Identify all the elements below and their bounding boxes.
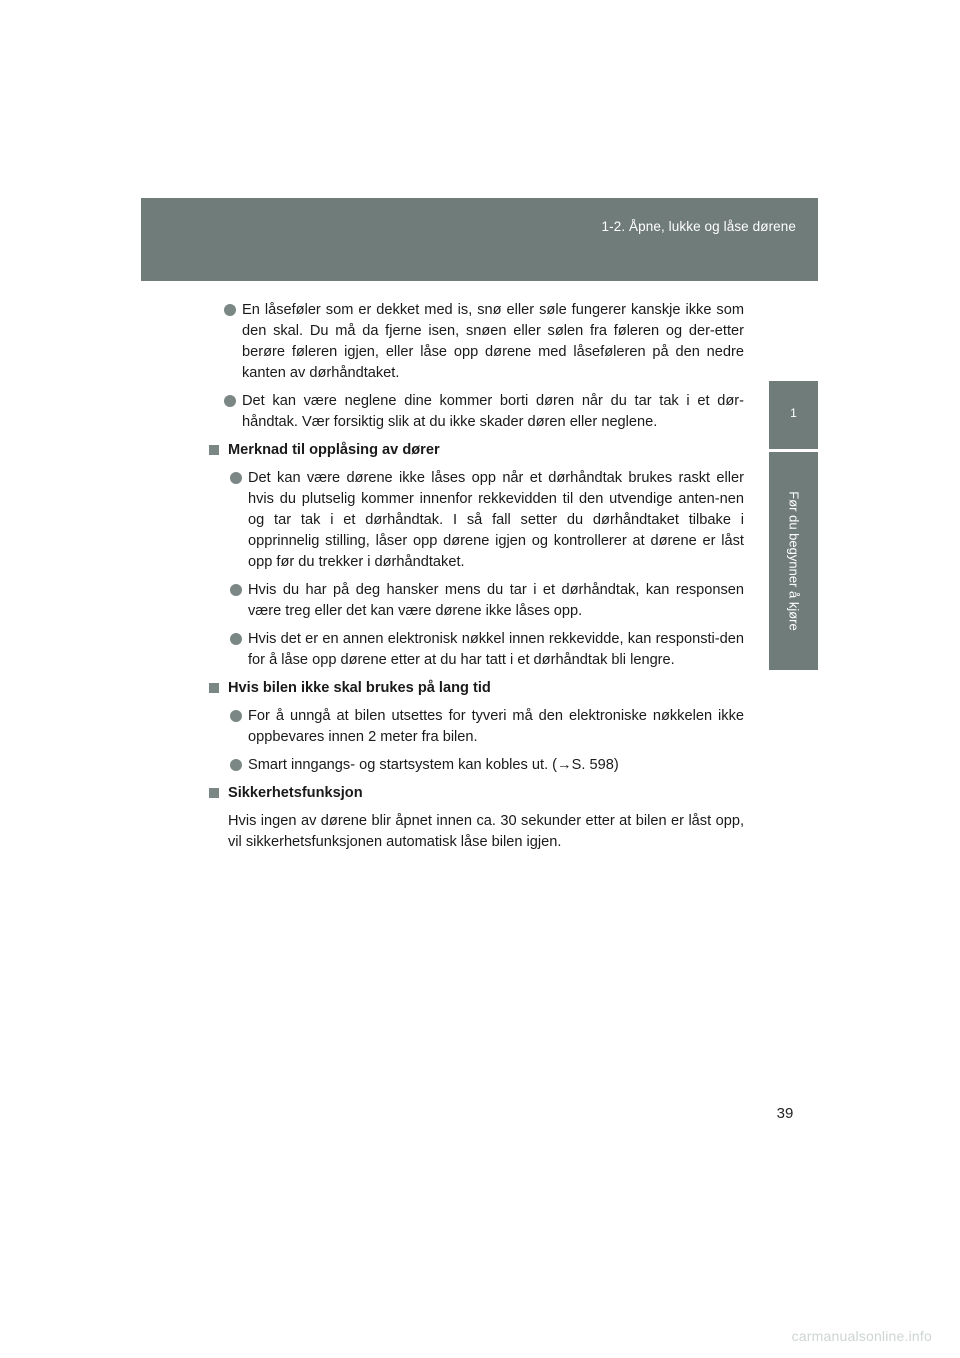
section-title: Sikkerhetsfunksjon — [228, 785, 363, 801]
list-item — [228, 629, 744, 671]
chapter-number: 1 — [790, 406, 797, 420]
section-title: Merknad til opplåsing av dører — [228, 442, 440, 458]
bullet-dot-icon — [230, 472, 242, 484]
list-item — [228, 706, 744, 748]
bullet-text: Hvis det er en annen elektronisk nøkkel innen rekkevidde, kan responsti-den for å låse opp dørene etter at du har tatt i et dørhåndtak bli lengre. — [248, 631, 744, 668]
list-item — [228, 580, 744, 622]
bullet-text: Smart inngangs- og startsystem kan kobles ut. (→S. 598) — [248, 757, 619, 773]
section-heading — [209, 783, 744, 804]
section-list — [222, 706, 744, 776]
bullet-dot-icon — [230, 633, 242, 645]
section-title: Hvis bilen ikke skal brukes på lang tid — [228, 680, 491, 696]
bullet-dot-icon — [224, 395, 236, 407]
bullet-text: Det kan være dørene ikke låses opp når et dørhåndtak brukes raskt eller hvis du plutselig kommer innenfor rekkevidden til den utvendige anten-nen og tar tak i et dørhåndtak. I så fall setter du dørhåndtaket tilbake i opprinnelig stilling, låser opp dørene igjen og kontrollerer at dørene er låst opp før du trekker i dørhåndtaket. — [248, 470, 744, 570]
list-item — [222, 391, 744, 433]
bullet-dot-icon — [230, 710, 242, 722]
section-paragraph: Hvis ingen av dørene blir åpnet innen ca. 30 sekunder etter at bilen er låst opp, vil sikkerhetsfunksjonen automatisk låse bilen igjen. — [228, 813, 744, 850]
list-item — [222, 300, 744, 384]
list-item — [228, 468, 744, 573]
chapter-tab — [769, 452, 818, 670]
bullet-dot-icon — [224, 304, 236, 316]
bullet-text: Det kan være neglene dine kommer borti døren når du tar tak i et dør-håndtak. Vær forsiktig slik at du ikke skader døren eller neglene. — [242, 393, 744, 430]
bullet-text: Hvis du har på deg hansker mens du tar i et dørhåndtak, kan responsen være treg eller det kan være dørene ikke låses opp. — [248, 582, 744, 619]
section-square-icon — [209, 683, 219, 693]
section-square-icon — [209, 445, 219, 455]
section-list — [222, 468, 744, 671]
section-heading — [209, 440, 744, 461]
bullet-text: En låseføler som er dekket med is, snø eller søle fungerer kanskje ikke som den skal. Du må da fjerne isen, snøen eller sølen fra føleren og der-etter berøre føleren igjen, eller låse opp dørene med låseføleren på den nedre kanten av dørhåndtaket. — [242, 302, 744, 381]
chapter-header-band — [141, 198, 818, 281]
chapter-tab-number — [769, 381, 818, 449]
chapter-tab-label: Før du begynner å kjøre — [786, 491, 801, 631]
bullet-dot-icon — [230, 759, 242, 771]
section-heading — [209, 678, 744, 699]
page-content — [222, 300, 744, 860]
list-item — [228, 755, 744, 776]
chapter-header-title: 1-2. Åpne, lukke og låse dørene — [601, 219, 796, 234]
watermark: carmanualsonline.info — [791, 1328, 932, 1344]
bullet-dot-icon — [230, 584, 242, 596]
bullet-text: For å unngå at bilen utsettes for tyveri må den elektroniske nøkkelen ikke oppbevares innen 2 meter fra bilen. — [248, 708, 744, 745]
page-number: 39 — [776, 1105, 794, 1122]
section-square-icon — [209, 788, 219, 798]
